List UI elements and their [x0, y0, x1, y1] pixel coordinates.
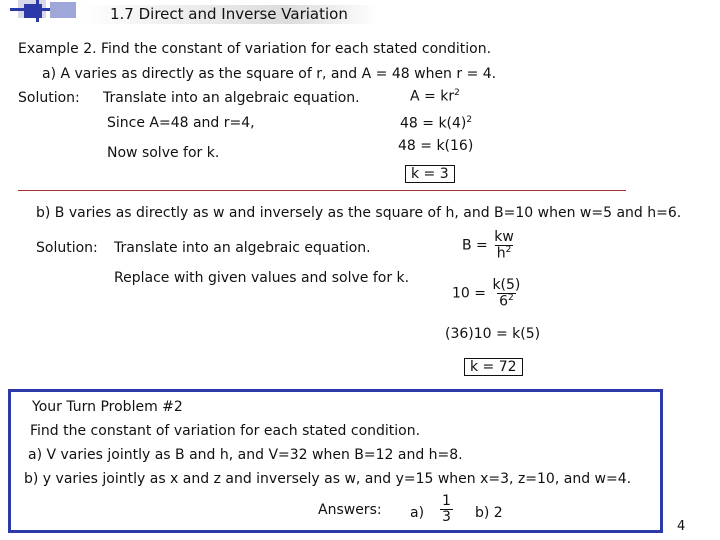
- page-title: 1.7 Direct and Inverse Variation: [110, 5, 348, 23]
- part-b-statement: b) B varies as directly as w and inversely as the square of h, and B=10 when w=5 and h=6.: [36, 205, 682, 221]
- your-turn-instruction: Find the constant of variation for each stated condition.: [30, 423, 421, 439]
- part-b-answer: k = 72: [464, 358, 523, 376]
- part-a-solution-label: Solution:: [18, 90, 80, 106]
- answer-a-label: a): [410, 505, 425, 521]
- part-a-eq1: $A = kr^2$: [410, 88, 460, 105]
- part-b-eq1: B = $\frac{kw}{h^2}$: [462, 229, 514, 262]
- your-turn-title: Your Turn Problem #2: [32, 399, 183, 415]
- your-turn-b: b) y varies jointly as x and z and inversely as w, and y=15 when x=3, z=10, and w=4.: [24, 471, 632, 487]
- part-b-eq2: 10 = $\frac{k(5)}{6^2}$: [452, 277, 521, 310]
- your-turn-a: a) V varies jointly as B and h, and V=32 when B=12 and h=8.: [28, 447, 463, 463]
- part-a-step2: Since A=48 and r=4,: [107, 115, 255, 131]
- example-heading: Example 2. Find the constant of variation for each stated condition.: [18, 41, 492, 57]
- logo-icon: [10, 0, 78, 22]
- part-b-eq3: (36)10 = k(5): [445, 326, 541, 342]
- part-b-step2: Replace with given values and solve for k.: [114, 270, 410, 286]
- answer-a-fraction: $\frac{1}{3}$: [442, 493, 451, 525]
- part-a-answer: k = 3: [405, 165, 455, 183]
- part-b-step1: Translate into an algebraic equation.: [114, 240, 371, 256]
- page-number: 4: [677, 519, 686, 534]
- part-a-statement: a) A varies as directly as the square of r, and A = 48 when r = 4.: [42, 66, 497, 82]
- part-a-eq2: $48 = k(4)^2$: [400, 115, 473, 132]
- answer-b: b) 2: [475, 505, 503, 521]
- part-a-step1: Translate into an algebraic equation.: [103, 90, 360, 106]
- part-a-eq3: 48 = k(16): [398, 138, 474, 154]
- part-b-solution-label: Solution:: [36, 240, 98, 256]
- section-divider: [18, 190, 626, 191]
- answers-label: Answers:: [318, 502, 382, 518]
- part-a-step3: Now solve for k.: [107, 145, 220, 161]
